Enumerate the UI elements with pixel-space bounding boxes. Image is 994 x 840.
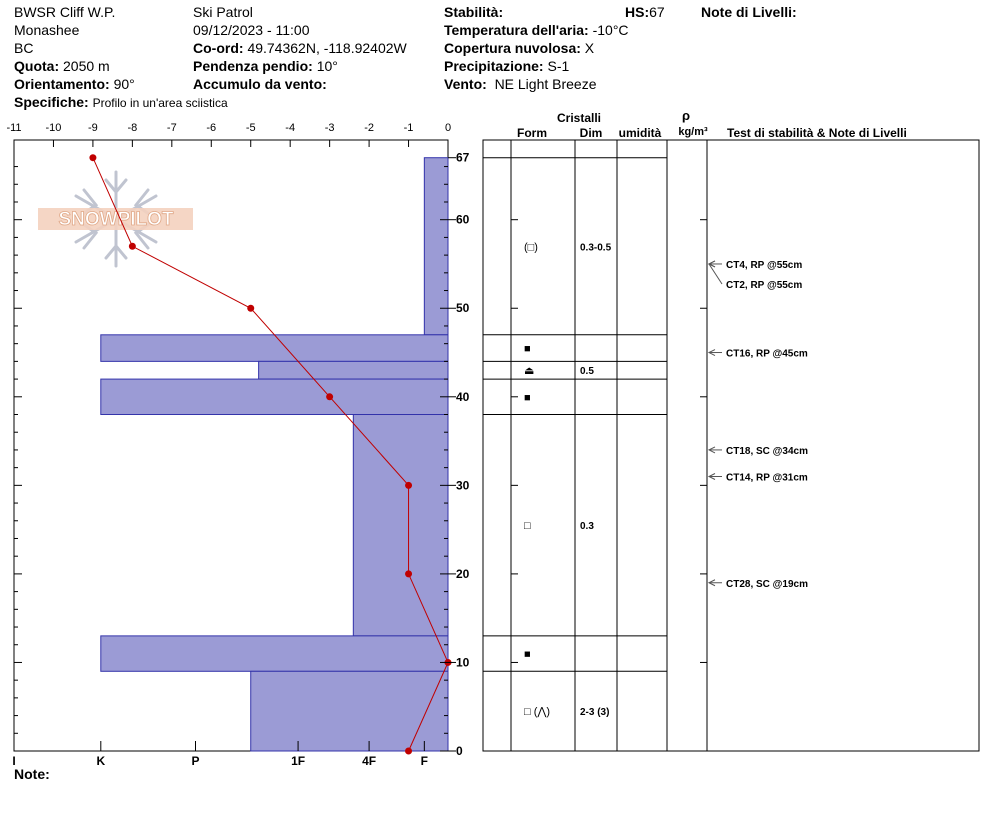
depth-tick-label: 20	[456, 566, 470, 581]
hardness-tick-label: F	[420, 754, 428, 768]
header-dim: Dim	[579, 126, 603, 140]
temp-tick-label: -2	[364, 122, 374, 134]
layer-form: □	[524, 520, 531, 533]
header-rho: ρ	[681, 108, 691, 123]
layer-form: ⏏	[524, 365, 535, 378]
layer-notes-label: Note di Livelli:	[701, 4, 797, 20]
stability-test-label: CT28, SC @19cm	[726, 578, 809, 590]
layer-form: (□)	[524, 241, 538, 254]
hardness-bar	[101, 379, 448, 414]
temp-tick-label: -10	[45, 122, 62, 134]
temp-tick-label: -5	[245, 122, 256, 134]
cloud-value: X	[584, 40, 595, 56]
layer-dim: 0.3-0.5	[580, 242, 612, 254]
temp-tick-label: -9	[88, 122, 98, 134]
slope-value: 10°	[316, 58, 338, 74]
elevation-label: Quota:	[14, 58, 60, 74]
header-cristalli: Cristalli	[556, 111, 602, 125]
stability-label: Stabilità:	[444, 4, 504, 20]
location-name: BWSR Cliff W.P.	[14, 4, 116, 20]
observer: Ski Patrol	[193, 4, 253, 20]
layer-dim: 0.3	[580, 521, 594, 533]
datetime: 09/12/2023 - 11:00	[193, 22, 310, 38]
stability-test-pointer	[709, 264, 722, 284]
elevation-value: 2050 m	[63, 58, 110, 74]
depth-tick-label: 67	[456, 150, 470, 165]
wind-value: NE Light Breeze	[494, 76, 597, 92]
stability-tests	[709, 260, 808, 590]
temp-tick-label: -8	[127, 122, 138, 134]
aspect-label: Orientamento:	[14, 76, 110, 92]
wind-loading-label: Accumulo da vento:	[193, 76, 327, 92]
temp-tick-label: -3	[324, 122, 335, 134]
hardness-bar	[259, 361, 448, 379]
wind-label: Vento:	[444, 76, 487, 92]
precip-label: Precipitazione:	[444, 58, 544, 74]
cloud-label: Copertura nuvolosa:	[444, 40, 581, 56]
hardness-bar	[101, 335, 448, 362]
temperature-point	[326, 393, 333, 400]
temperature-point	[89, 154, 96, 161]
temp-tick-label: -1	[403, 122, 414, 134]
hardness-tick-label: 1F	[291, 754, 306, 768]
depth-tick-label: 40	[456, 389, 470, 404]
hardness-tick-label: K	[96, 754, 106, 768]
hardness-bar	[251, 671, 448, 751]
depth-tick-label: 0	[456, 744, 463, 758]
snowpilot-logo	[38, 172, 193, 266]
hardness-tick-label: 4F	[362, 754, 377, 768]
stability-test-label: CT16, RP @45cm	[726, 348, 808, 360]
layer-table	[483, 108, 979, 751]
header-umidita: umidità	[618, 126, 662, 140]
layer-form: ■	[524, 343, 531, 356]
temp-tick-label: 0	[444, 122, 452, 134]
slope-label: Pendenza pendio:	[193, 58, 313, 74]
hardness-bar	[101, 636, 448, 671]
depth-tick-label: 30	[456, 478, 470, 493]
temperature-point	[405, 748, 412, 755]
hardness-bars	[101, 158, 448, 751]
notes-label: Note:	[14, 766, 50, 782]
layer-form: ■	[524, 391, 531, 404]
temp-tick-label: -6	[206, 122, 217, 134]
air-temp-value: -10°C	[592, 22, 629, 38]
stability-test-label: CT18, SC @34cm	[726, 445, 809, 457]
header-density-unit: kg/m³	[678, 126, 708, 138]
region: BC	[14, 40, 34, 56]
stability-test-label: CT2, RP @55cm	[726, 279, 803, 291]
stability-test-label: CT4, RP @55cm	[726, 259, 803, 271]
precip-value: S-1	[547, 58, 570, 74]
stability-test-label: CT14, RP @31cm	[726, 472, 808, 484]
layer-rows	[483, 158, 707, 751]
hs-label: HS:	[625, 4, 650, 20]
hardness-tick-label: P	[191, 754, 200, 768]
depth-tick-label: 10	[456, 655, 470, 670]
temperature-point	[129, 243, 136, 250]
coords-label: Co-ord:	[193, 40, 244, 56]
hardness-bar	[353, 415, 448, 636]
hardness-tick-label: I	[12, 754, 16, 768]
logo-text: SNOWPILOT	[58, 209, 174, 230]
specifics-label: Specifiche:	[14, 94, 89, 110]
hs-value: 67	[649, 4, 665, 20]
aspect-value: 90°	[113, 76, 135, 92]
coords-value: 49.74362N, -118.92402W	[247, 40, 407, 56]
mountain-range: Monashee	[14, 22, 80, 38]
depth-tick-label: 50	[456, 301, 470, 316]
temp-tick-label: -11	[6, 122, 22, 134]
layer-form: ■	[524, 648, 531, 661]
temp-tick-label: -4	[285, 122, 296, 134]
specifics-value: Profilo in un'area sciistica	[92, 96, 228, 110]
layer-dim: 2-3 (3)	[580, 707, 610, 719]
layer-dim: 0.5	[580, 366, 594, 378]
header-form: Form	[517, 126, 547, 140]
temperature-point	[405, 482, 412, 489]
header-tests: Test di stabilità & Note di Livelli	[727, 126, 907, 140]
depth-tick-label: 60	[456, 212, 470, 227]
temperature-point	[405, 570, 412, 577]
temp-tick-label: -7	[166, 122, 177, 134]
layer-form: □ (⋀)	[524, 706, 551, 719]
air-temp-label: Temperatura dell'aria:	[444, 22, 589, 38]
temperature-point	[247, 305, 254, 312]
